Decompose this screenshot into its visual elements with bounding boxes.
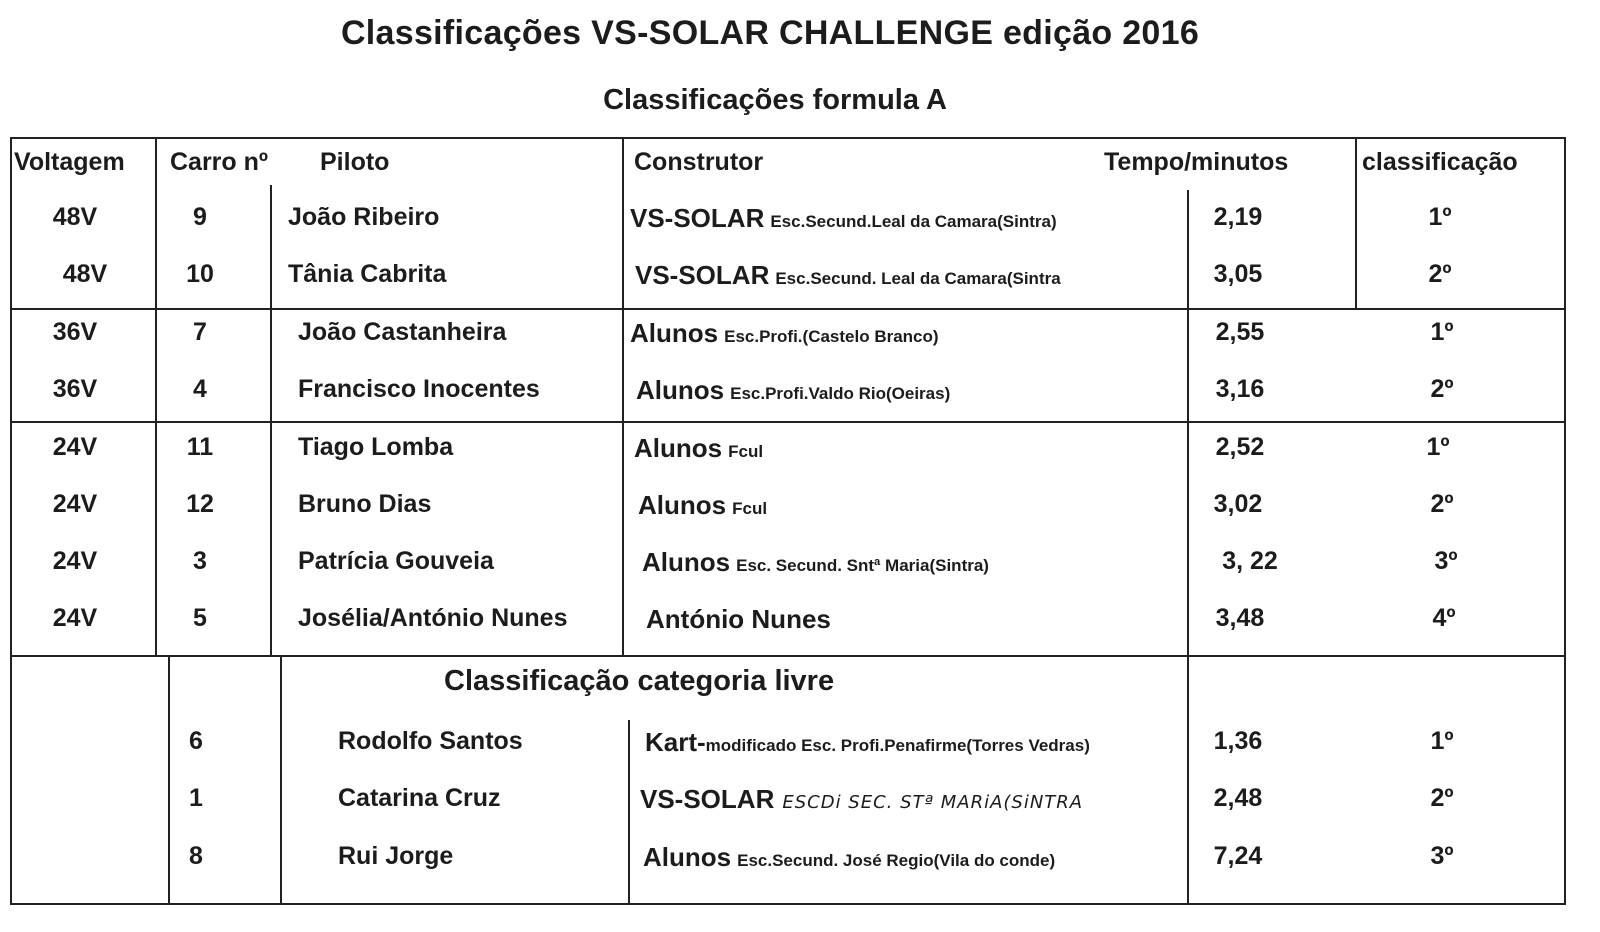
row-rank: 1º (1430, 318, 1454, 346)
col-divider-rank (1355, 137, 1357, 308)
col-divider-builder-free (628, 720, 630, 903)
row-builder (638, 492, 767, 519)
row-voltage: 24V (52, 604, 98, 632)
row-car-number: 11 (186, 433, 214, 461)
free-row-builder (643, 844, 1055, 871)
row-voltage: 48V (62, 260, 108, 288)
builder-detail: Fcul (732, 499, 768, 518)
row-time: 3,05 (1213, 260, 1263, 288)
builder-detail: Esc.Profi.Valdo Rio(Oeiras) (730, 384, 951, 403)
row-time: 3,16 (1215, 375, 1265, 403)
row-voltage: 24V (52, 433, 98, 461)
builder-name: Alunos (630, 318, 719, 348)
header-builder: Construtor (634, 148, 764, 176)
builder-name: VS-SOLAR (635, 260, 770, 290)
free-row-pilot: Rodolfo Santos (338, 727, 523, 755)
table-bottom-border (10, 903, 1566, 905)
builder-name: António Nunes (646, 604, 831, 634)
row-time: 3,48 (1215, 604, 1265, 632)
builder-name: VS-SOLAR (630, 203, 765, 233)
header-car: Carro nº (170, 148, 269, 176)
row-rank: 1º (1428, 203, 1452, 231)
row-builder (634, 435, 763, 462)
row-car-number: 4 (193, 375, 207, 403)
document-title: Classificações VS-SOLAR CHALLENGE edição 2016 (340, 14, 1200, 52)
builder-name: Alunos (634, 433, 723, 463)
builder-detail: modificado Esc. Profi.Penafirme(Torres Vedras) (705, 736, 1090, 755)
table-right-border (1564, 137, 1566, 905)
free-category-heading: Classificação categoria livre (444, 665, 835, 697)
row-time: 2,55 (1215, 318, 1265, 346)
header-rank: classificação (1362, 148, 1518, 176)
row-pilot: Francisco Inocentes (298, 375, 540, 403)
header-time: Tempo/minutos (1104, 148, 1289, 176)
row-builder (630, 205, 1057, 232)
builder-name: Alunos (636, 375, 725, 405)
row-car-number: 5 (193, 604, 207, 632)
builder-name: Alunos (643, 842, 732, 872)
row-pilot: João Ribeiro (288, 203, 440, 231)
row-builder (635, 262, 1061, 289)
row-rank: 3º (1434, 547, 1458, 575)
row-voltage: 36V (52, 375, 98, 403)
row-builder (630, 320, 939, 347)
free-row-rank: 2º (1430, 784, 1454, 812)
row-car-number: 9 (193, 203, 207, 231)
builder-name: Kart- (645, 727, 706, 757)
row-voltage: 48V (52, 203, 98, 231)
row-pilot: João Castanheira (298, 318, 507, 346)
free-row-pilot: Rui Jorge (338, 842, 454, 870)
free-row-car-number: 1 (189, 784, 203, 812)
row-builder (646, 606, 837, 633)
document-subtitle: Classificações formula A (603, 84, 947, 116)
row-pilot: Patrícia Gouveia (298, 547, 494, 575)
builder-name: Alunos (642, 547, 731, 577)
col-divider-pilot-free (280, 657, 282, 903)
header-pilot: Piloto (320, 148, 390, 176)
free-row-time: 2,48 (1213, 784, 1263, 812)
group-divider-36v (10, 421, 1566, 423)
builder-detail: Esc. Secund. Sntª Maria(Sintra) (736, 556, 989, 575)
row-car-number: 12 (186, 490, 214, 518)
row-pilot: Bruno Dias (298, 490, 432, 518)
free-row-builder (640, 786, 1083, 813)
row-time: 2,19 (1213, 203, 1263, 231)
col-divider-builder (622, 137, 624, 655)
builder-name: Alunos (638, 490, 727, 520)
row-time: 3, 22 (1222, 547, 1278, 575)
header-voltage: Voltagem (14, 148, 125, 176)
free-row-builder (645, 729, 1090, 756)
row-builder (642, 549, 989, 576)
row-rank: 2º (1430, 490, 1454, 518)
table-left-border (10, 137, 12, 905)
free-row-time: 1,36 (1213, 727, 1263, 755)
row-time: 2,52 (1215, 433, 1265, 461)
free-row-car-number: 6 (189, 727, 203, 755)
row-rank: 4º (1432, 604, 1456, 632)
table-top-border (10, 137, 1566, 139)
free-row-time: 7,24 (1213, 842, 1263, 870)
row-car-number: 3 (193, 547, 207, 575)
builder-name: VS-SOLAR (640, 784, 775, 814)
group-divider-48v (10, 308, 1566, 310)
col-divider-car (270, 185, 272, 655)
free-row-rank: 1º (1430, 727, 1454, 755)
row-voltage: 36V (52, 318, 98, 346)
row-rank: 2º (1430, 375, 1454, 403)
row-pilot: Tânia Cabrita (288, 260, 447, 288)
builder-detail: Esc.Secund. Leal da Camara(Sintra (775, 269, 1061, 288)
row-rank: 1º (1426, 433, 1450, 461)
builder-detail: Esc.Secund.Leal da Camara(Sintra) (770, 212, 1057, 231)
row-rank: 2º (1428, 260, 1452, 288)
row-pilot: Josélia/António Nunes (298, 604, 568, 632)
col-divider-voltage (155, 137, 157, 657)
row-pilot: Tiago Lomba (298, 433, 454, 461)
row-voltage: 24V (52, 547, 98, 575)
free-row-pilot: Catarina Cruz (338, 784, 501, 812)
row-voltage: 24V (52, 490, 98, 518)
row-builder (636, 377, 950, 404)
free-row-rank: 3º (1430, 842, 1454, 870)
builder-detail: Esc.Secund. José Regio(Vila do conde) (737, 851, 1056, 870)
row-time: 3,02 (1213, 490, 1263, 518)
free-row-car-number: 8 (189, 842, 203, 870)
builder-detail: Fcul (728, 442, 764, 461)
builder-detail: Esc.Profi.(Castelo Branco) (724, 327, 939, 346)
builder-detail: ESCDi SEC. STª MARiA(SiNTRA (782, 792, 1084, 813)
row-car-number: 10 (186, 260, 214, 288)
row-car-number: 7 (193, 318, 207, 346)
group-divider-24v (12, 655, 1566, 657)
